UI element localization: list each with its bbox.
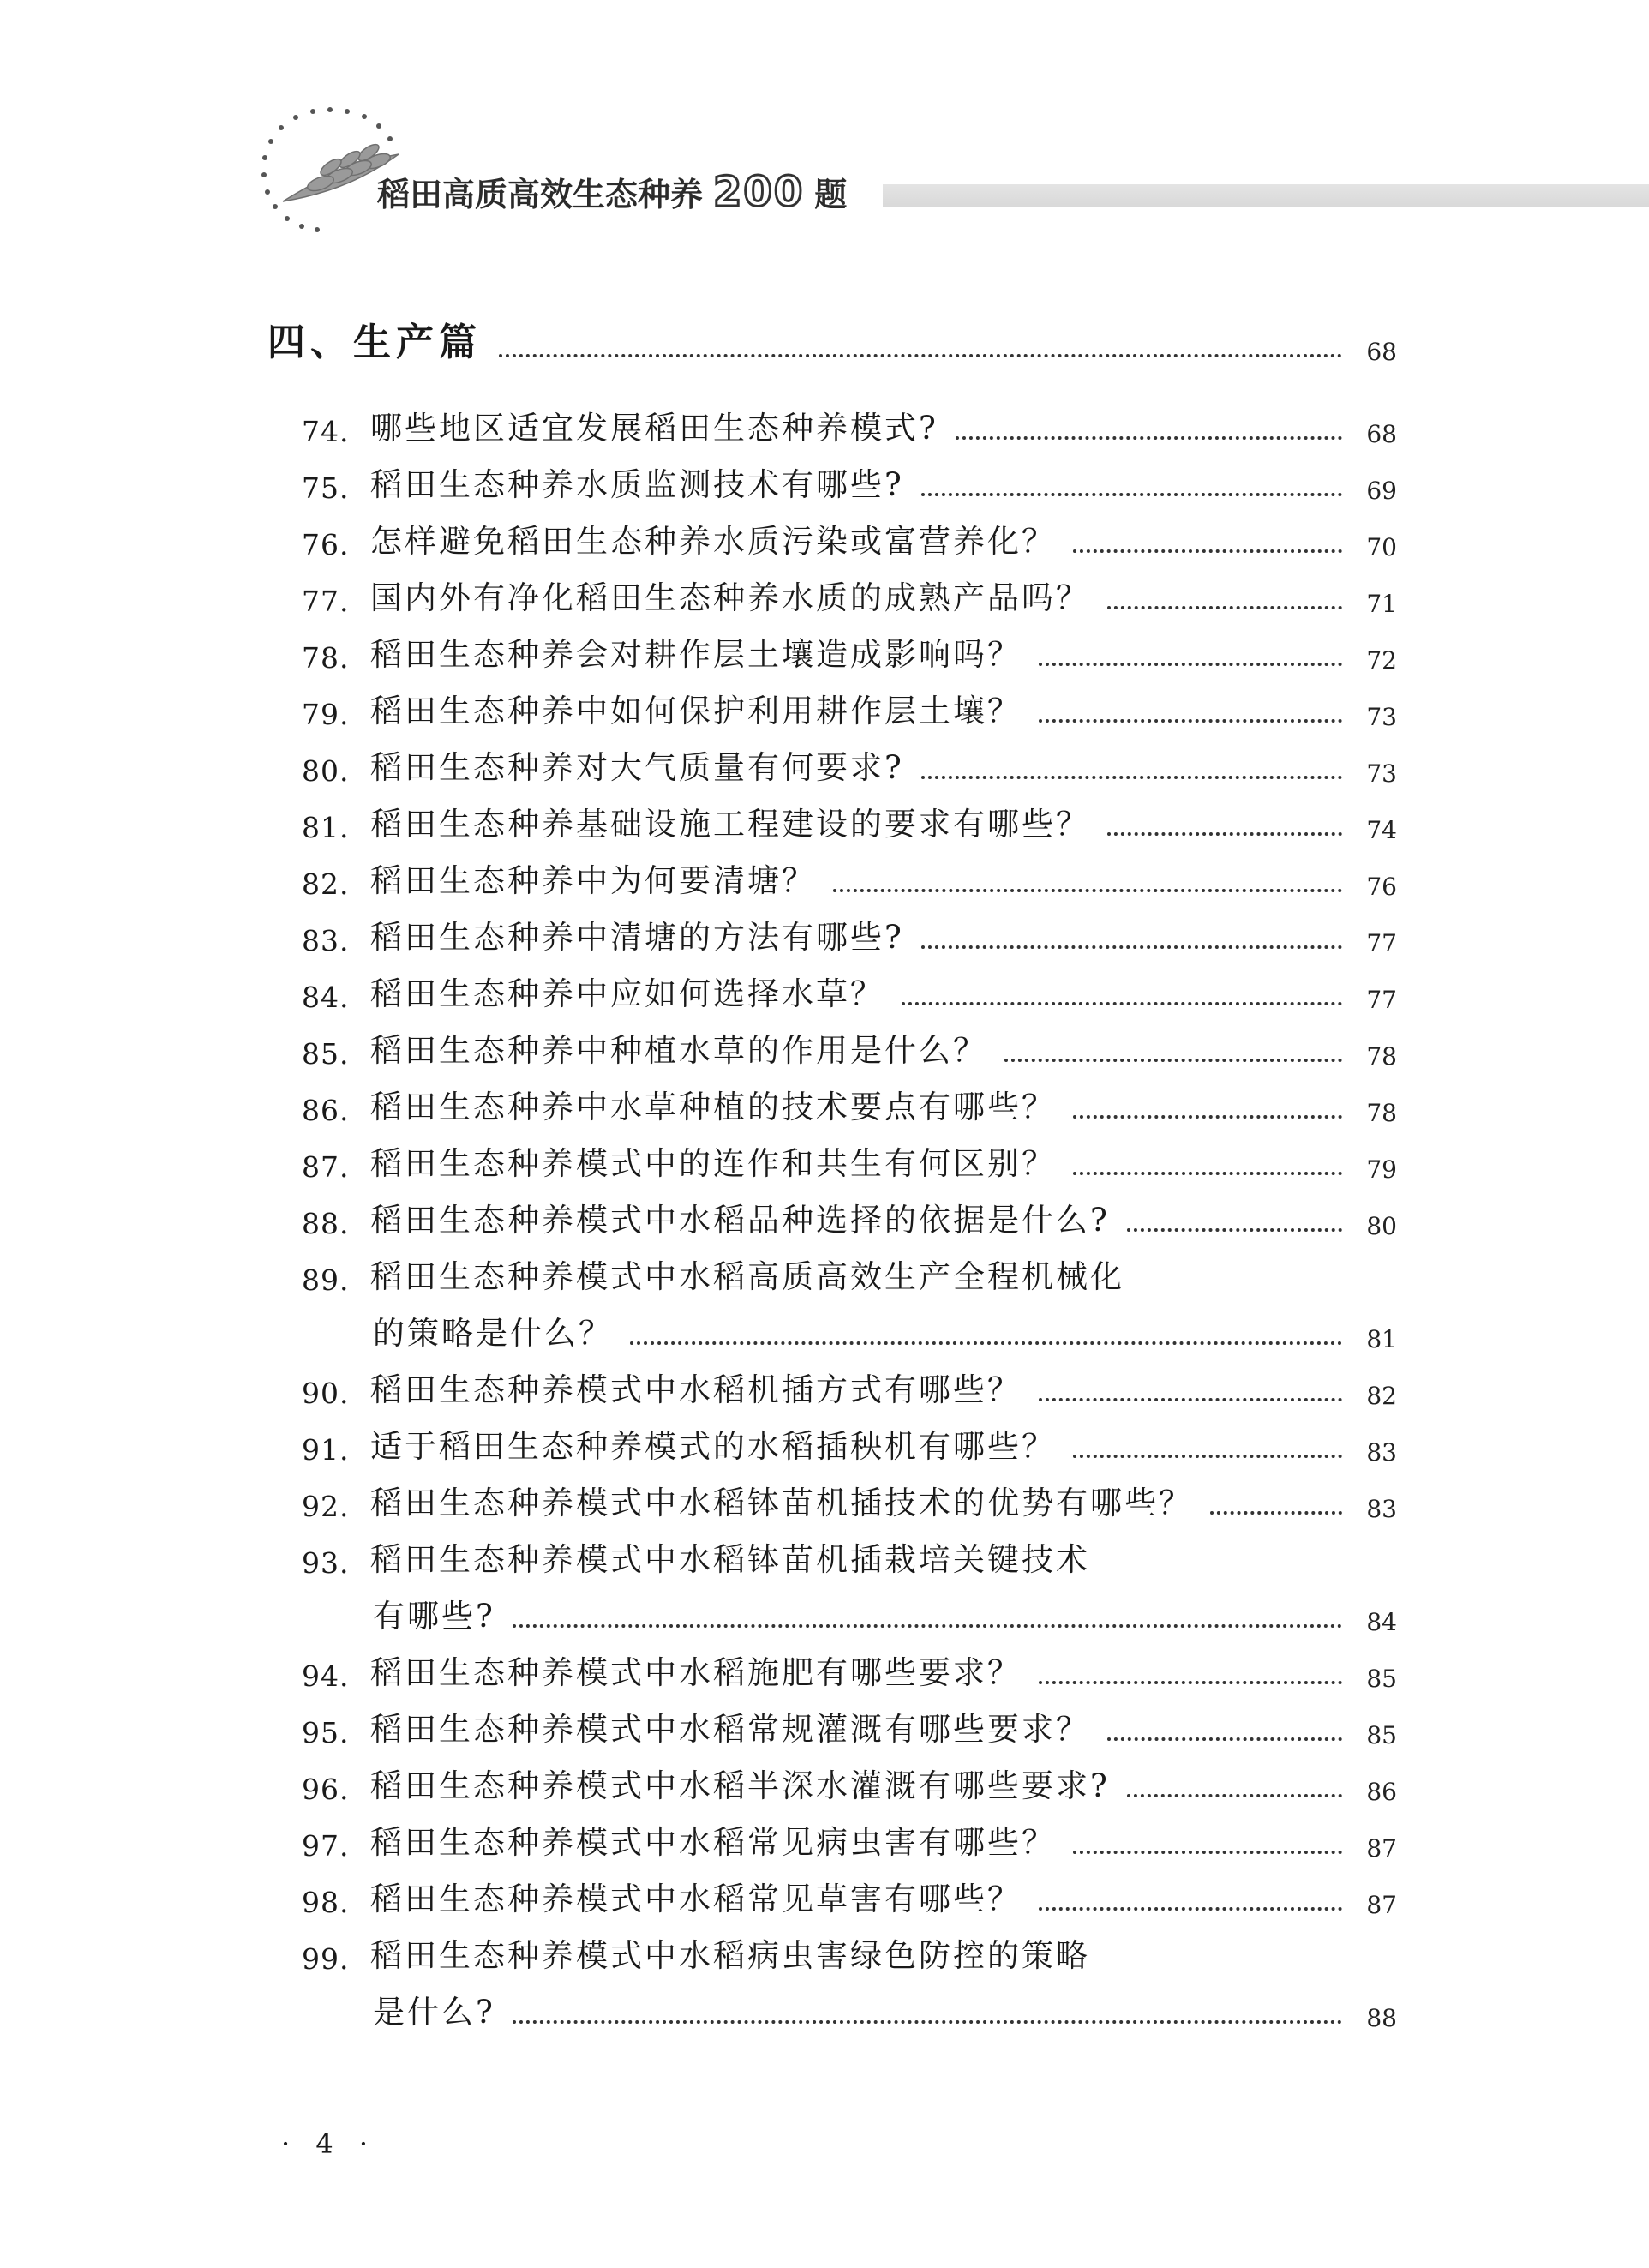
toc-entry-title: 稻田生态种养中清塘的方法有哪些? xyxy=(370,919,904,956)
book-title-suffix: 题 xyxy=(814,176,848,213)
toc-entry-number: 91. xyxy=(302,1433,350,1467)
toc-entry-page-number: 72 xyxy=(1366,646,1397,675)
toc-entry-title: 适于稻田生态种养模式的水稻插秧机有哪些？ xyxy=(370,1428,1056,1465)
toc-entry[interactable] xyxy=(302,1359,1397,1410)
toc-entry-page-number: 78 xyxy=(1366,1099,1397,1127)
toc-entry-title: 稻田生态种养水质监测技术有哪些? xyxy=(370,466,904,503)
toc-entry-page-number: 81 xyxy=(1366,1325,1397,1353)
dot-leader xyxy=(921,945,1342,949)
toc-entry-number: 84. xyxy=(302,981,350,1014)
dot-leader xyxy=(1073,1455,1342,1458)
section-title: 四、生产篇 xyxy=(267,321,482,364)
dot-leader xyxy=(1107,1737,1342,1741)
toc-entry[interactable] xyxy=(302,1132,1397,1184)
toc-entry-title-continued: 有哪些? xyxy=(373,1598,495,1635)
toc-entry[interactable] xyxy=(302,1924,1397,2032)
toc-entry-page-number: 79 xyxy=(1366,1155,1397,1184)
toc-entry-continuation xyxy=(302,1580,1397,1636)
toc-entry[interactable] xyxy=(302,1019,1397,1071)
toc-entry-number: 99. xyxy=(302,1942,350,1976)
toc-entry-title: 稻田生态种养模式中水稻常见病虫害有哪些？ xyxy=(370,1824,1056,1861)
toc-entry-number: 75. xyxy=(302,471,350,505)
toc-entry-line xyxy=(302,963,1397,1014)
toc-entry-title: 稻田生态种养模式中水稻高质高效生产全程机械化 xyxy=(370,1258,1124,1295)
toc-entry-title: 稻田生态种养对大气质量有何要求? xyxy=(370,749,904,786)
toc-entry-number: 94. xyxy=(302,1659,350,1693)
dot-leader xyxy=(921,776,1342,779)
toc-entry-line xyxy=(302,623,1397,675)
toc-entry-number: 80. xyxy=(302,754,350,788)
toc-entry-line xyxy=(302,397,1397,448)
toc-entry-title: 稻田生态种养模式中水稻常规灌溉有哪些要求？ xyxy=(370,1711,1090,1748)
toc-entry-title: 稻田生态种养中种植水草的作用是什么？ xyxy=(370,1032,987,1069)
dot-leader xyxy=(833,889,1342,892)
toc-entry-number: 96. xyxy=(302,1773,350,1806)
toc-entry-line xyxy=(302,1415,1397,1467)
toc-entry[interactable] xyxy=(302,793,1397,844)
toc-entry-page-number: 85 xyxy=(1366,1665,1397,1693)
toc-entry-page-number: 87 xyxy=(1366,1891,1397,1919)
toc-entry[interactable] xyxy=(302,1698,1397,1749)
toc-entry-number: 88. xyxy=(302,1207,350,1240)
toc-entry-page-number: 73 xyxy=(1366,703,1397,731)
toc-entry-page-number: 77 xyxy=(1366,986,1397,1014)
toc-entry[interactable] xyxy=(302,1755,1397,1806)
dot-leader xyxy=(1039,1398,1342,1401)
dot-leader xyxy=(1073,1115,1342,1119)
toc-entry-page-number: 87 xyxy=(1366,1834,1397,1863)
toc-entry-line xyxy=(302,1076,1397,1127)
dot-leader xyxy=(921,493,1342,496)
toc-entry-page-number: 69 xyxy=(1366,477,1397,505)
running-title xyxy=(377,168,847,215)
toc-entry[interactable] xyxy=(302,510,1397,561)
dot-leader xyxy=(499,354,1342,357)
toc-entry[interactable] xyxy=(302,1076,1397,1127)
toc-entry-page-number: 84 xyxy=(1366,1608,1397,1636)
toc-entry-title: 稻田生态种养中如何保护利用耕作层土壤？ xyxy=(370,693,1022,729)
toc-entry[interactable] xyxy=(302,1189,1397,1240)
page-footer-number: · 4 · xyxy=(281,2127,377,2160)
dot-leader xyxy=(1073,1851,1342,1854)
toc-entry-line xyxy=(302,1245,1397,1297)
toc-entry-number: 76. xyxy=(302,528,350,561)
toc-entry-title: 稻田生态种养模式中水稻品种选择的依据是什么? xyxy=(370,1202,1110,1239)
toc-entry[interactable] xyxy=(302,1472,1397,1523)
toc-entry-title: 哪些地区适宜发展稻田生态种养模式? xyxy=(370,410,938,447)
toc-entry-page-number: 88 xyxy=(1366,2004,1397,2032)
toc-entry-number: 74. xyxy=(302,415,350,448)
toc-entry-title: 稻田生态种养会对耕作层土壤造成影响吗？ xyxy=(370,636,1022,673)
toc-entry-line xyxy=(302,1924,1397,1976)
dot-leader xyxy=(1039,719,1342,723)
section-heading[interactable] xyxy=(267,306,1397,366)
toc-entry-line xyxy=(302,906,1397,957)
dot-leader xyxy=(630,1341,1342,1345)
dot-leader xyxy=(902,1002,1342,1005)
toc-entry-number: 85. xyxy=(302,1037,350,1071)
toc-entry-title-continued: 是什么? xyxy=(373,1994,495,2031)
toc-entry-number: 92. xyxy=(302,1490,350,1523)
toc-entry[interactable] xyxy=(302,1868,1397,1919)
dot-leader xyxy=(1127,1228,1342,1232)
toc-entry-page-number: 82 xyxy=(1366,1382,1397,1410)
toc-entry-page-number: 68 xyxy=(1366,420,1397,448)
toc-entry-line xyxy=(302,567,1397,618)
toc-entry[interactable] xyxy=(302,1415,1397,1467)
toc-entry-title: 稻田生态种养中水草种植的技术要点有哪些？ xyxy=(370,1089,1056,1125)
dot-leader xyxy=(1039,1681,1342,1684)
toc-entry-page-number: 83 xyxy=(1366,1438,1397,1467)
toc-entry[interactable] xyxy=(302,567,1397,618)
toc-entry-title: 稻田生态种养模式中水稻施肥有哪些要求？ xyxy=(370,1654,1022,1691)
toc-entry-number: 93. xyxy=(302,1546,350,1580)
toc-entry-line xyxy=(302,1019,1397,1071)
toc-entry-number: 90. xyxy=(302,1377,350,1410)
toc-entry-number: 97. xyxy=(302,1829,350,1863)
title-number-badge: 200 xyxy=(713,167,805,216)
toc-entry-line xyxy=(302,1811,1397,1863)
toc-entry-continuation xyxy=(302,1976,1397,2032)
toc-entry[interactable] xyxy=(302,453,1397,505)
dot-leader xyxy=(1127,1794,1342,1797)
toc-entry-title-continued: 的策略是什么？ xyxy=(373,1315,613,1352)
toc-entry-title: 稻田生态种养模式中水稻病虫害绿色防控的策略 xyxy=(370,1937,1090,1974)
toc-entry-number: 77. xyxy=(302,585,350,618)
toc-entry-title: 稻田生态种养模式中水稻机插方式有哪些？ xyxy=(370,1371,1022,1408)
toc-entry-page-number: 74 xyxy=(1366,816,1397,844)
toc-entry-line xyxy=(302,1641,1397,1693)
toc-entry-title: 稻田生态种养中应如何选择水草？ xyxy=(370,975,884,1012)
toc-entry-line xyxy=(302,1132,1397,1184)
toc-entry-number: 78. xyxy=(302,641,350,675)
dot-leader xyxy=(1073,1172,1342,1175)
toc-entry-title: 稻田生态种养模式中水稻常见草害有哪些？ xyxy=(370,1881,1022,1917)
toc-entry[interactable] xyxy=(302,1528,1397,1636)
toc-entry-page-number: 73 xyxy=(1366,759,1397,788)
section-page-number: 68 xyxy=(1366,338,1397,366)
book-title-text: 稻田高质高效生态种养 xyxy=(377,176,704,213)
toc-entry-line xyxy=(302,1755,1397,1806)
dot-leader xyxy=(1107,606,1342,609)
dot-leader xyxy=(1039,1907,1342,1911)
toc-entry-page-number: 83 xyxy=(1366,1495,1397,1523)
toc-entry-line xyxy=(302,453,1397,505)
toc-entry-number: 98. xyxy=(302,1886,350,1919)
toc-entry-continuation xyxy=(302,1297,1397,1353)
running-header xyxy=(0,0,1649,257)
toc-entry-title: 稻田生态种养模式中水稻半深水灌溉有哪些要求? xyxy=(370,1767,1110,1804)
toc-entry-title: 稻田生态种养基础设施工程建设的要求有哪些？ xyxy=(370,806,1090,843)
toc-entry[interactable] xyxy=(302,623,1397,675)
toc-entry[interactable] xyxy=(302,736,1397,788)
toc-entry-number: 86. xyxy=(302,1094,350,1127)
toc-entry-line xyxy=(302,1528,1397,1580)
toc-entry-title: 怎样避免稻田生态种养水质污染或富营养化？ xyxy=(370,523,1056,560)
toc-entry-line xyxy=(302,793,1397,844)
dot-leader xyxy=(1073,549,1342,553)
dot-leader xyxy=(956,436,1342,440)
toc-entry-title: 稻田生态种养模式中的连作和共生有何区别？ xyxy=(370,1145,1056,1182)
dot-leader xyxy=(1039,663,1342,666)
toc-entry[interactable] xyxy=(302,906,1397,957)
toc-entry-page-number: 86 xyxy=(1366,1778,1397,1806)
toc-entry-page-number: 80 xyxy=(1366,1212,1397,1240)
toc-entry-line xyxy=(302,1698,1397,1749)
dot-leader xyxy=(513,2020,1342,2024)
toc-entry-number: 83. xyxy=(302,924,350,957)
toc-entry[interactable] xyxy=(302,849,1397,901)
toc-entry-line xyxy=(302,1189,1397,1240)
toc-entry-page-number: 70 xyxy=(1366,533,1397,561)
toc-entry-page-number: 76 xyxy=(1366,873,1397,901)
dot-leader xyxy=(513,1624,1342,1628)
toc-entry-line xyxy=(302,849,1397,901)
toc-entry-number: 81. xyxy=(302,811,350,844)
toc-entry-line xyxy=(302,510,1397,561)
toc-entry-line xyxy=(302,736,1397,788)
dot-leader xyxy=(1210,1511,1342,1515)
toc-entry-page-number: 85 xyxy=(1366,1721,1397,1749)
toc-entry[interactable] xyxy=(302,1811,1397,1863)
toc-entry[interactable] xyxy=(302,397,1397,448)
toc-entry[interactable] xyxy=(302,963,1397,1014)
toc-entry-line xyxy=(302,1472,1397,1523)
toc-entry-number: 79. xyxy=(302,698,350,731)
toc-entry[interactable] xyxy=(302,1245,1397,1353)
toc-entry[interactable] xyxy=(302,680,1397,731)
header-rule-bar xyxy=(883,184,1649,207)
toc-entry-title: 稻田生态种养模式中水稻钵苗机插栽培关键技术 xyxy=(370,1541,1090,1578)
toc-entry-number: 87. xyxy=(302,1150,350,1184)
toc-entry-title: 稻田生态种养模式中水稻钵苗机插技术的优势有哪些？ xyxy=(370,1485,1193,1521)
toc-entry[interactable] xyxy=(302,1641,1397,1693)
toc-entry-page-number: 77 xyxy=(1366,929,1397,957)
toc-entry-line xyxy=(302,680,1397,731)
toc-entry-title: 国内外有净化稻田生态种养水质的成熟产品吗？ xyxy=(370,579,1090,616)
toc-entry-number: 82. xyxy=(302,867,350,901)
toc-entry-page-number: 78 xyxy=(1366,1042,1397,1071)
toc-entry-number: 89. xyxy=(302,1263,350,1297)
toc-entry-title: 稻田生态种养中为何要清塘？ xyxy=(370,862,816,899)
dot-leader xyxy=(1004,1059,1342,1062)
toc-entry-line xyxy=(302,1359,1397,1410)
toc-entry-number: 95. xyxy=(302,1716,350,1749)
toc-entry-line xyxy=(302,1868,1397,1919)
toc-entry-page-number: 71 xyxy=(1366,590,1397,618)
dot-leader xyxy=(1107,832,1342,836)
